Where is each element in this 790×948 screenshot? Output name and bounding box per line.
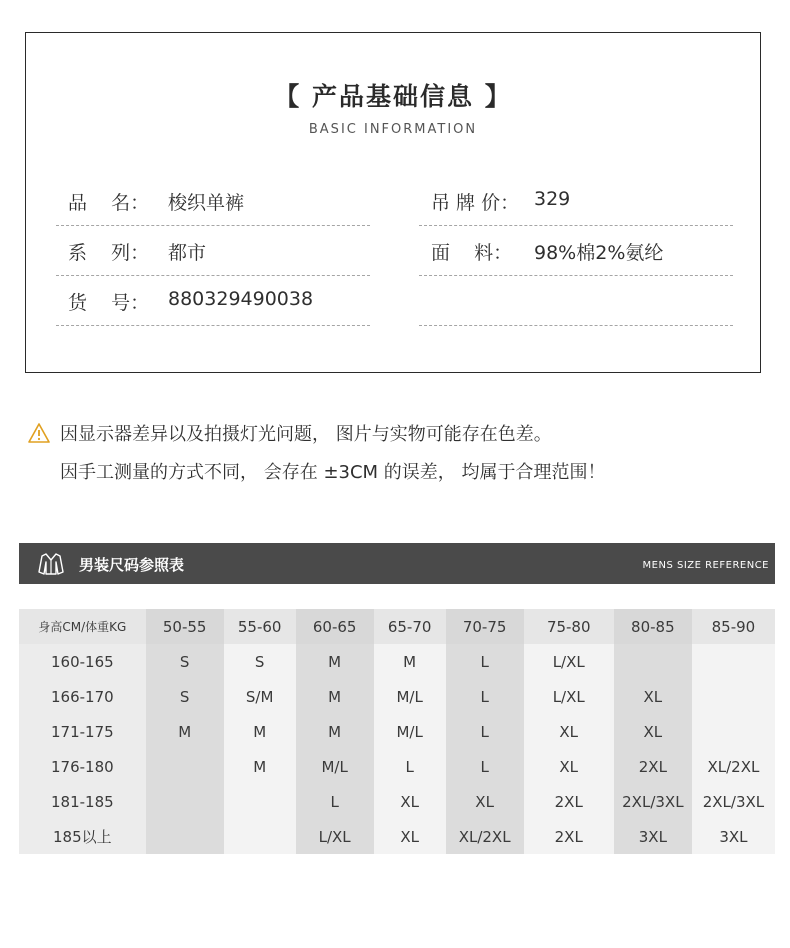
size-chart-subtitle: MENS SIZE REFERENCE bbox=[642, 560, 769, 571]
table-row bbox=[19, 644, 775, 679]
size-cell: M bbox=[374, 644, 446, 679]
size-cell bbox=[146, 749, 224, 784]
size-cell: L bbox=[446, 644, 524, 679]
info-label: 面 料： bbox=[431, 242, 513, 264]
info-label: 货 号： bbox=[68, 292, 150, 314]
table-header-row bbox=[19, 609, 775, 644]
table-header-cell: 85-90 bbox=[692, 609, 775, 644]
table-header-cell: 65-70 bbox=[374, 609, 446, 644]
info-value: 329 bbox=[534, 188, 571, 210]
info-value: 880329490038 bbox=[168, 288, 314, 310]
table-header-cell: 80-85 bbox=[614, 609, 692, 644]
table-header-cell: 70-75 bbox=[446, 609, 524, 644]
size-cell: XL bbox=[374, 784, 446, 819]
size-cell: L/XL bbox=[296, 819, 374, 854]
size-cell: XL bbox=[614, 714, 692, 749]
size-cell: M bbox=[224, 714, 296, 749]
size-cell: L/XL bbox=[524, 644, 614, 679]
size-cell: S/M bbox=[224, 679, 296, 714]
size-cell bbox=[224, 784, 296, 819]
notice-line-2: 因手工测量的方式不同， 会存在 ±3CM 的误差， 均属于合理范围！ bbox=[60, 462, 606, 483]
table-header-cell: 60-65 bbox=[296, 609, 374, 644]
size-cell: XL bbox=[524, 714, 614, 749]
info-label: 吊 牌 价： bbox=[431, 192, 520, 214]
size-table bbox=[19, 609, 775, 854]
size-chart-title: 男装尺码参照表 bbox=[79, 556, 185, 574]
size-cell: M/L bbox=[374, 679, 446, 714]
row-height-label: 166-170 bbox=[19, 679, 146, 714]
size-cell: M bbox=[224, 749, 296, 784]
table-header-corner: 身高CM/体重KG bbox=[19, 609, 146, 644]
table-header-cell: 55-60 bbox=[224, 609, 296, 644]
table-row bbox=[19, 784, 775, 819]
info-value: 都市 bbox=[168, 242, 207, 264]
size-cell: 2XL bbox=[614, 749, 692, 784]
warning-icon bbox=[28, 423, 50, 443]
basic-info-panel bbox=[25, 32, 761, 373]
size-cell: M bbox=[296, 644, 374, 679]
size-cell: M bbox=[296, 679, 374, 714]
info-title: 【 产品基础信息 】 bbox=[274, 82, 512, 111]
size-cell: 2XL/3XL bbox=[614, 784, 692, 819]
row-height-label: 176-180 bbox=[19, 749, 146, 784]
size-cell: L bbox=[446, 714, 524, 749]
info-row-sku bbox=[56, 276, 370, 326]
size-cell: 2XL bbox=[524, 819, 614, 854]
size-cell: L/XL bbox=[524, 679, 614, 714]
size-cell bbox=[146, 784, 224, 819]
info-value: 梭织单裤 bbox=[168, 192, 245, 214]
info-row-fabric bbox=[419, 226, 733, 276]
row-height-label: 181-185 bbox=[19, 784, 146, 819]
row-height-label: 160-165 bbox=[19, 644, 146, 679]
size-cell bbox=[692, 644, 775, 679]
size-cell: 2XL bbox=[524, 784, 614, 819]
size-cell: XL bbox=[524, 749, 614, 784]
size-cell: L bbox=[446, 749, 524, 784]
size-cell: M bbox=[296, 714, 374, 749]
jacket-icon bbox=[37, 552, 65, 576]
size-cell: S bbox=[224, 644, 296, 679]
size-cell: 2XL/3XL bbox=[692, 784, 775, 819]
info-label: 系 列： bbox=[68, 242, 150, 264]
size-cell bbox=[692, 679, 775, 714]
size-cell bbox=[224, 819, 296, 854]
size-cell: S bbox=[146, 644, 224, 679]
size-cell: M bbox=[146, 714, 224, 749]
size-cell: S bbox=[146, 679, 224, 714]
size-cell: 3XL bbox=[692, 819, 775, 854]
size-cell: XL bbox=[614, 679, 692, 714]
info-label: 品 名： bbox=[68, 192, 150, 214]
table-row bbox=[19, 714, 775, 749]
row-height-label: 185以上 bbox=[19, 819, 146, 854]
size-cell bbox=[614, 644, 692, 679]
info-value: 98%棉2%氨纶 bbox=[534, 242, 664, 264]
size-cell: XL/2XL bbox=[446, 819, 524, 854]
info-row-price bbox=[419, 176, 733, 226]
table-row bbox=[19, 749, 775, 784]
size-cell bbox=[146, 819, 224, 854]
info-row-name bbox=[56, 176, 370, 226]
size-cell: M/L bbox=[296, 749, 374, 784]
size-cell: XL bbox=[374, 819, 446, 854]
size-cell: M/L bbox=[374, 714, 446, 749]
info-subtitle: BASIC INFORMATION bbox=[308, 122, 478, 137]
row-height-label: 171-175 bbox=[19, 714, 146, 749]
table-header-cell: 50-55 bbox=[146, 609, 224, 644]
size-cell: L bbox=[446, 679, 524, 714]
table-header-cell: 75-80 bbox=[524, 609, 614, 644]
size-cell: 3XL bbox=[614, 819, 692, 854]
size-cell: L bbox=[296, 784, 374, 819]
info-row-empty bbox=[419, 276, 733, 326]
size-cell bbox=[692, 714, 775, 749]
info-row-series bbox=[56, 226, 370, 276]
size-cell: L bbox=[374, 749, 446, 784]
size-cell: XL/2XL bbox=[692, 749, 775, 784]
table-row bbox=[19, 819, 775, 854]
notice-line-1: 因显示器差异以及拍摄灯光问题， 图片与实物可能存在色差。 bbox=[60, 424, 552, 445]
size-chart-header bbox=[19, 543, 775, 584]
table-row bbox=[19, 679, 775, 714]
size-cell: XL bbox=[446, 784, 524, 819]
